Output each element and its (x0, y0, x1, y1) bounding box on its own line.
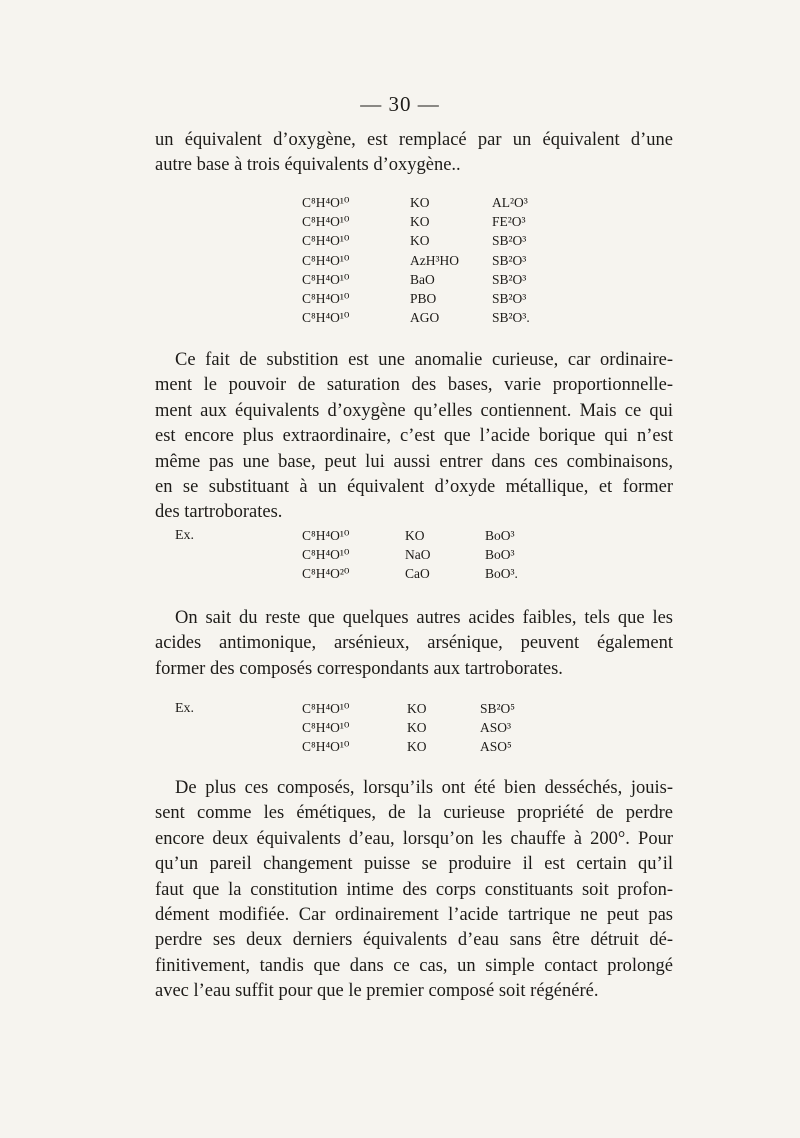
formula-cell: AL²O³ (492, 195, 528, 210)
paragraph-3 (155, 606, 673, 682)
formula-cell: C⁸H⁴O¹⁰ (302, 195, 350, 210)
formula-cell: AzH³HO (410, 252, 460, 268)
text-line: finitivement, tandis que dans ce cas, un simple contact prolongé (155, 955, 673, 976)
formula-cell: C⁸H⁴O¹⁰ (302, 310, 350, 326)
formula-cell: SB²O³ (492, 252, 527, 268)
formula-cell: FE²O³ (492, 214, 526, 230)
text-line: sent comme les émétiques, de la curieuse propriété de perdre (155, 803, 673, 824)
formula-cell: BoO³ (485, 547, 515, 563)
formula-cell: PBO (410, 290, 437, 306)
formula-cell: KO (410, 195, 430, 210)
text-line: Ce fait de substition est une anomalie curieuse, car ordinaire- (175, 350, 673, 370)
formula-cell: NaO (405, 547, 431, 563)
text-line: autre base à trois équivalents d’oxygène.. (155, 155, 461, 176)
text-line: acides antimonique, arsénieux, arsénique, peuvent également (155, 633, 673, 654)
formula-cell: C⁸H⁴O¹⁰ (302, 528, 350, 543)
formula-cell: SB²O⁵ (480, 701, 516, 716)
formula-cell: ASO⁵ (480, 739, 512, 755)
text-line: en se substituant à un équivalent d’oxyde métallique, et former (155, 477, 673, 498)
formula-cell: C⁸H⁴O¹⁰ (302, 252, 350, 268)
formula-cell: C⁸H⁴O¹⁰ (302, 214, 350, 230)
example-label: Ex. (175, 528, 195, 543)
formula-cell: C⁸H⁴O¹⁰ (302, 290, 350, 306)
text-line: ment aux équivalents d’oxygène qu’elles contiennent. Mais ce qui (155, 400, 673, 421)
formula-cell: C⁸H⁴O²⁰ (302, 566, 350, 582)
text-line: On sait du reste que quelques autres acides faibles, tels que les (175, 608, 673, 628)
formula-cell: C⁸H⁴O¹⁰ (302, 739, 350, 755)
page-number: — 30 — (360, 92, 440, 116)
formula-cell: BaO (410, 271, 435, 287)
text-line: même pas une base, peut lui aussi entrer dans ces combinaisons, (155, 451, 673, 472)
text-line: des tartroborates. (155, 502, 283, 523)
text-line: De plus ces composés, lorsqu’ils ont été bien desséchés, jouis- (175, 778, 673, 798)
formula-cell: C⁸H⁴O¹⁰ (302, 547, 350, 563)
text-line: un équivalent d’oxygène, est remplacé par un équivalent d’une (155, 130, 673, 150)
formula-cell: KO (407, 739, 427, 755)
formula-cell: SB²O³ (492, 271, 527, 287)
formula-cell: SB²O³ (492, 233, 527, 249)
text-line: faut que la constitution intime des corps constituants soit profon- (155, 879, 673, 900)
formula-cell: BoO³ (485, 528, 515, 543)
paragraph-4 (155, 776, 673, 1005)
text-line: ment le pouvoir de saturation des bases, varie proportionnelle- (155, 375, 673, 396)
formula-cell: KO (407, 701, 427, 716)
formula-cell: KO (410, 214, 430, 230)
text-line: dément modifiée. Car ordinairement l’acide tartrique ne peut pas (155, 905, 673, 926)
paragraph-2 (155, 348, 673, 526)
formula-cell: C⁸H⁴O¹⁰ (302, 233, 350, 249)
formula-cell: KO (407, 720, 427, 736)
formula-cell: BoO³. (485, 566, 518, 582)
text-line: qu’un pareil changement puisse se produire il est certain qu’il (155, 854, 673, 875)
text-line: former des composés correspondants aux tartroborates. (155, 658, 563, 679)
formula-cell: SB²O³ (492, 290, 527, 306)
formula-cell: KO (405, 528, 425, 543)
formula-cell: C⁸H⁴O¹⁰ (302, 701, 350, 716)
formula-cell: AGO (410, 310, 440, 326)
text-line: encore deux équivalents d’eau, lorsqu’on les chauffe à 200°. Pour (155, 828, 673, 849)
formula-cell: CaO (405, 566, 430, 582)
text-line: avec l’eau suffit pour que le premier composé soit régénéré. (155, 981, 599, 1002)
formula-cell: C⁸H⁴O¹⁰ (302, 271, 350, 287)
intro-paragraph (155, 128, 673, 179)
text-line: est encore plus extraordinaire, c’est que l’acide borique qui n’est (155, 426, 673, 447)
formula-cell: SB²O³. (492, 310, 530, 326)
formula-cell: ASO³ (480, 720, 512, 736)
example-label: Ex. (175, 701, 195, 716)
text-line: perdre ses deux derniers équivalents d’eau sans être détruit dé- (155, 930, 673, 951)
formula-cell: C⁸H⁴O¹⁰ (302, 720, 350, 736)
formula-cell: KO (410, 233, 430, 249)
